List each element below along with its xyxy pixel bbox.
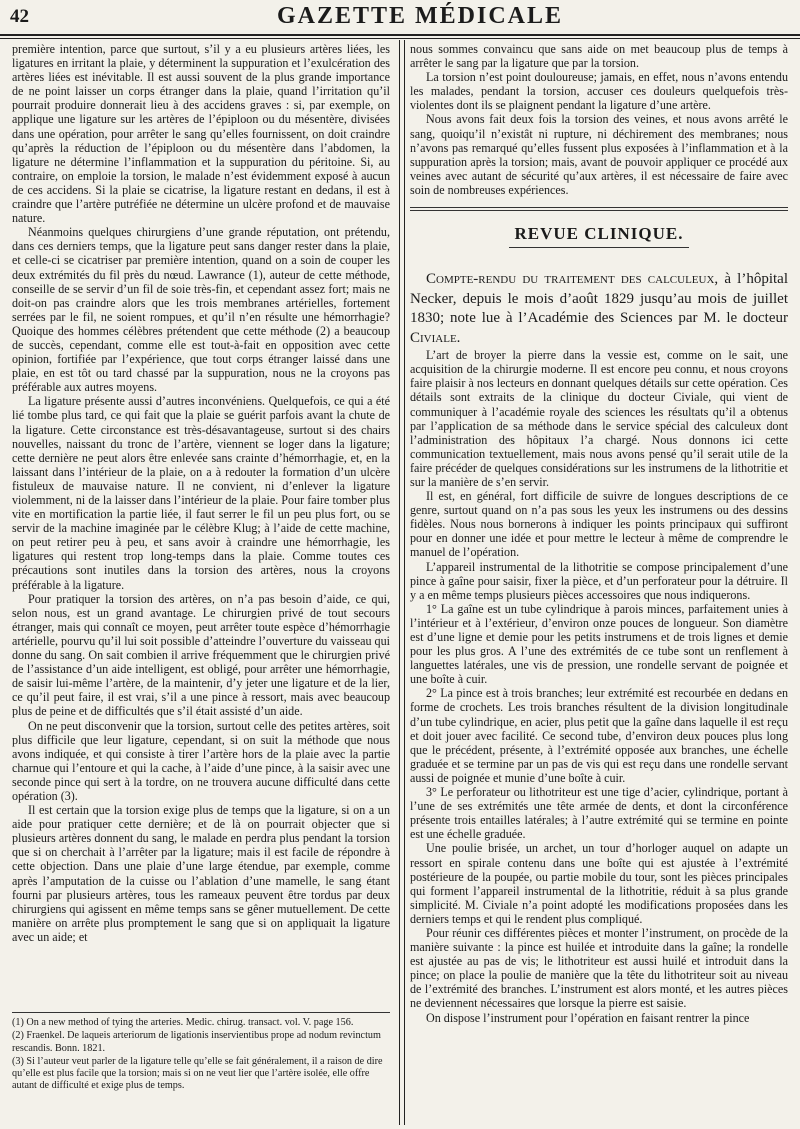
paragraph: 3° Le perforateur ou lithotriteur est une tige d’acier, cylindrique, portant à l’une de ses extrémités une tête armée de dents, et dont la circonférence présente trois entailles latérales; à l’autre extrémité qui se termine en pointe est une échelle graduée. [410,785,788,842]
article-title [410,270,788,348]
paragraph: Pour réunir ces différentes pièces et monter l’instrument, on procède de la manière suivante : la pince est huilée et introduite dans la gaîne; la rondelle est ajustée au pas de vis; le lithotriteur est aussi huilé et introduit dans la pince; on place la poulie de manière que la tête du lithotriteur soit au niveau de l’extrémité des branches. L’instrument est alors monté, et les autres pièces ne deviennent nécessaires que lorsque la pierre est saisie. [410,925,788,1011]
footnote: (1) On a new method of tying the arteries. Medic. chirug. transact. vol. V. page 156. [12,1017,354,1028]
paragraph: La ligature présente aussi d’autres inconvéniens. Quelquefois, ce qui a été lié tombe plus tard, ce qui fait que la plaie se guérit parfois avant la chute de la ligature. Cette circonstance est très-désavantageuse, surtout si des chairs nouvelles, naissant du tronc de l’artère, viennent se loger dans la ligature; cette dernière ne peut alors être enlevée sans crainte d’hémorrhagie, et, en la laissant dans l’intérieur de la plaie, on a à redouter la formation d’un ulcère fistuleux de mauvaise nature. Il ne convient, ni d’enlever la ligature violemment, ni de la laisser dans l’intérieur de la plaie. Pour faire tomber plus vite en mortification la partie liée, il faut serrer le fil un peu plus fort, ou se servir de la machine imaginée par le célèbre Klug; à l’aide de cette machine, on peut retirer peu à peu, et sans avoir à craindre une hémorrhagie, les ligatures qui restent trop long-temps dans la plaie. Comme toutes ces précautions sont inutiles dans la torsion des artères, nous la croyons préférable à la ligature. [12,394,390,592]
left-column [12,42,390,1042]
paragraph: première intention, parce que surtout, s’il y a eu plusieurs artères liées, les ligatures en irritant la plaie, y déterminent la suppuration et l’exulcération des artères liées est inévitable. Il est aussi souvent de la plus grande importance de ne point laisser un corps étranger dans la plaie, quand l’irritation qu’il pourrait produire donnerait lieu à des accidens graves : si, par exemple, on applique une ligature sur les artères de l’épiploon ou du mésentère, divisées dans une opération, pour arrêter le sang qu’elles fournissent, on doit craindre qu’après la réduction de l’épiploon ou du mésentère dans l’abdomen, la ligature ne détermine l’inflammation et la suppuration du péritoine. Si, au contraire, on emploie la torsion, le malade n’est évidemment exposé à aucun de ces accidens. Si la plaie se cicatrise, la ligature restant en dedans, il est à craindre que l’artère putréfiée ne détermine un ulcère profond et de mauvaise nature. [12,42,390,226]
right-column [410,42,788,1127]
footnote-rule [12,1012,390,1013]
paragraph: Une poulie brisée, un archet, un tour d’horloger auquel on adapte un ressort en spirale contenu dans une boîte qui est ajustée à l’extrémité postérieure de la poupée, ou partie mobile du tour, sont les pièces principales qui forment l’appareil instrumental de la lithotritie, réduit à sa plus grande simplicité. M. Civiale n’a point adopté les modifications proposées dans les derniers temps et qui le rendent plus compliqué. [410,841,788,926]
paragraph: nous sommes convaincu que sans aide on met beaucoup plus de temps à arrêter le sang par la ligature que par la torsion. [410,42,788,71]
paragraph: Nous avons fait deux fois la torsion des veines, et nous avons arrêté le sang, quoiqu’il n’existât ni rupture, ni déchirement des membranes; nous n’avons pas remarqué qu’elles fussent plus exposées à l’inflammation et à la suppuration après la torsion; mais, avant de pouvoir appliquer ce procédé aux veines avec autant de sécurité qu’aux artères, il est nécessaire de faire avec soin de nombreuses expériences. [410,112,788,197]
section-separator [410,207,788,211]
header-rule [0,34,800,39]
column-divider [399,40,405,1125]
paragraph: Il est, en général, fort difficile de suivre de longues descriptions de ce genre, surtout quand on n’a pas sous les yeux les instrumens ou des dessins fidèles. Nous nous bornerons à indiquer les points principaux qui suffiront pour en donner une idée et pour mettre le lecteur à même de comprendre le manuel de l’opération. [410,489,788,560]
paragraph: Il est certain que la torsion exige plus de temps que la ligature, si on a un aide pour pratiquer cette dernière; et de là on pourrait objecter que si plusieurs artères donnent du sang, le malade en perdra plus pendant la torsion que si on cherchait à l’arrêter par la ligature; mais il est facile de répondre à cette objection. Dans une plaie d’une large étendue, par exemple, comme après l’amputation de la cuisse ou l’ablation d’une mamelle, le sang étant fourni par plusieurs artères, tous les rameaux peuvent être tordus par deux chirurgiens qui agissent en même temps sans se gêner mutuellement. De cette manière on arrête plus promptement le sang que si on appliquait la ligature avec un aide; et [12,803,390,944]
article-title-rest: à l’hôpital Necker, depuis le mois d’août 1829 jusqu’au mois de juillet 1830; note lue à l’Académie des Sciences par M. le docteur [410,271,788,327]
paragraph: L’appareil instrumental de la lithotritie se compose principalement d’une pince à gaîne pour saisir, fixer la pièce, et d’un perforateur pour la détruire. Il y a en même temps plusieurs pièces accessoires que nous indiquerons. [410,559,788,602]
footnote: (3) Si l’auteur veut parler de la ligature telle qu’elle se fait généralement, il a raison de dire qu’elle est plus facile que la torsion; mais si on ne veut lier que l’artère isolée, elle offre autant de difficulté et exige plus de temps. [12,1055,383,1092]
paragraph: On ne peut disconvenir que la torsion, surtout celle des petites artères, soit plus difficile que leur ligature, cependant, si on suit la méthode que nous avons indiquée, et qui consiste à tirer l’artère hors de la plaie avec la partie charnue qui l’entoure et qui la cache, à l’aide d’une pince, à la saisir avec une seconde pince qui sert à la tordre, on ne trouvera aucune difficulté dans cette opération (3). [12,718,390,803]
article-title-caps: Compte-rendu du traitement des calculeux, [426,271,719,288]
paragraph: L’art de broyer la pierre dans la vessie est, comme on le sait, une acquisition de la chirurgie moderne. Il est encore peu connu, et nous croyons faire plaisir à nos lecteurs en donnant quelques détails sur cette opération. Ces détails sont extraits de la clinique du docteur Civiale, qui vient de communiquer à l’académie royale des sciences les résultats qu’il a obtenus par l’application de sa méthode dans le service spécial des calculeux dont l’administration des hôpitaux l’a chargé. Nous donnons ici cette communication textuellement, mais nous avons pensé qu’il serait utile de la faire précéder de quelques considérations sur les instrumens de la lithotritie et sur la manière de s’en servir. [410,348,788,489]
paragraph: Pour pratiquer la torsion des artères, on n’a pas besoin d’aide, ce qui, selon nous, est un grand avantage. Le chirurgien privé de tout secours étranger, mais qui connaît ce moyen, peut arrêter toute espèce d’hémorrhagie artérielle, pourvu qu’il lui soit possible d’atteindre l’ouverture du vaisseau qui donne du sang. On sait combien il arrive fréquemment que le chirurgien privé de l’assistance d’un aide intelligent, est obligé, pour arrêter une hémorrhagie, de saisir lui-même l’artère, de la maintenir, d’y jeter une ligature et de la lier, ce qu’il peut faire, il est vrai, s’il a une pince à ressort, mais avec beaucoup plus de peine et de difficultés que s’il était assisté d’un aide. [12,591,390,719]
paragraph: La torsion n’est point douloureuse; jamais, en effet, nous n’avons entendu les malades, pendant la torsion, accuser ces douleurs quelquefois très-violentes dont ils se plaignent pendant la ligature d’une artère. [410,70,788,113]
section-title: REVUE CLINIQUE. [514,224,684,244]
journal-masthead: GAZETTE MÉDICALE [276,3,564,29]
article-author: Civiale. [410,329,461,346]
paragraph: On dispose l’instrument pour l’opération en faisant rentrer la pince [426,1010,750,1025]
paragraph: 2° La pince est à trois branches; leur extrémité est recourbée en dedans en forme de crochets. Les trois branches résultent de la division longitudinale d’un tube cylindrique, en acier, plus petit que la gaîne dans laquelle il est reçu et doit jouer avec facilité. Ce second tube, d’environ deux pouces plus long que le précédent, présente, à l’extrémité opposée aux branches, une échelle graduée et se termine par un pas de vis qui est reçu dans une rondelle servant aussi de poignée et munie d’une boîte à cuir. [410,686,788,785]
page-number: 42 [10,6,29,27]
paragraph: Néanmoins quelques chirurgiens d’une grande réputation, ont prétendu, dans ces derniers temps, que la ligature peut sans danger rester dans la plaie, et celle-ci se cicatriser par première intention, quand on a soin de couper les deux extrémités du fil près du nœud. Lawrance (1), auteur de cette méthode, conseille de se servir d’un fil de soie très-fin, et cependant assez fort; mais ne doit-on pas craindre alors que les trois membranes artérielles, fortement serrées par le fil, ne soient rompues, et qu’il n’en résulte une hémorrhagie? Quoique des hommes célèbres prétendent que cette méthode (2) a beaucoup de succès, cependant, comme elle est tout-à-fait en opposition avec cette opinion, fortifiée par l’expérience, que tout corps étranger laissé dans une plaie, en est tôt ou tard chassé par la suppuration, nous ne la croyons pas préférable aux autres moyens. [12,225,390,395]
title-rule [509,247,689,248]
footnotes [12,1012,390,1094]
paragraph: 1° La gaîne est un tube cylindrique à parois minces, parfaitement unies à l’intérieur et à l’extérieur, d’environ onze pouces de longueur. Son diamètre est d’une ligne et demie pour les petits instrumens et de trois lignes et demie pour les plus gros. A l’une des extrémités de ce tube sont un renflement à languettes latérales, une vis de pression, une rondelle servant de poignée et une boîte à cuir. [410,601,788,687]
footnote: (2) Fraenkel. De laqueis arteriorum de ligationis inservientibus prope ad nodum revinctum rescandis. Bonn. 1821. [12,1030,381,1054]
